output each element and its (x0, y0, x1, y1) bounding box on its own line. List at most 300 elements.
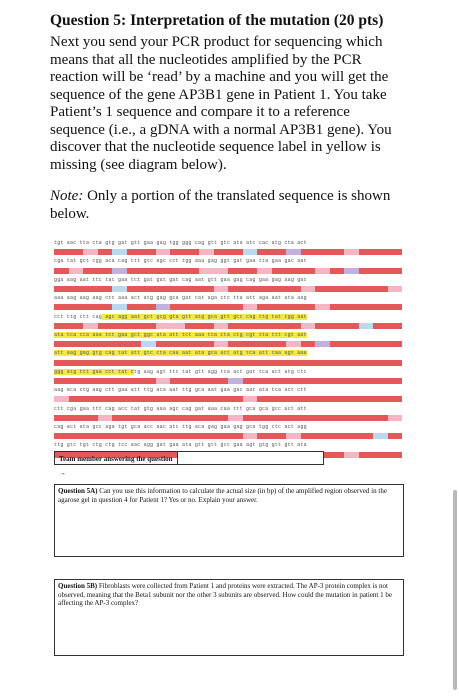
question-5a-text: Can you use this information to calculate the actual size (in bp) of the amplified region observed in the agarose gel in question 4 for Patient 1? Yes or no. Explain your answer. (58, 487, 387, 504)
amino-acid-cell (243, 286, 258, 292)
amino-acid-cell (359, 433, 374, 439)
amino-acid-cell (214, 304, 229, 310)
amino-acid-cell (54, 396, 69, 402)
amino-acid-cell (98, 304, 113, 310)
amino-acid-cell (54, 341, 69, 347)
amino-acid-cell (141, 433, 156, 439)
question-5b-heading: Question 5B) (58, 582, 98, 590)
amino-acid-cell (170, 415, 185, 421)
amino-acid-cell (199, 360, 214, 366)
amino-acid-cell (243, 249, 258, 255)
amino-acid-cell (301, 249, 316, 255)
amino-acid-cell (127, 286, 142, 292)
amino-acid-cell (257, 378, 272, 384)
amino-acid-cell (127, 268, 142, 274)
sequence-diagram (54, 240, 404, 449)
nucleotide-row (54, 442, 307, 448)
amino-acid-cell (141, 323, 156, 329)
amino-acid-cell (170, 304, 185, 310)
amino-acid-cell (388, 433, 403, 439)
amino-acid-cell (112, 378, 127, 384)
amino-acid-cell (199, 304, 214, 310)
amino-acid-cell (185, 433, 200, 439)
team-member-input[interactable] (178, 451, 324, 465)
amino-acid-cell (344, 286, 359, 292)
question-5b-box[interactable] (54, 579, 404, 656)
amino-acid-cell (156, 415, 171, 421)
amino-acid-cell (170, 396, 185, 402)
amino-acid-cell (214, 433, 229, 439)
amino-acid-row (54, 360, 402, 366)
amino-acid-cell (315, 323, 330, 329)
amino-acid-cell (301, 360, 316, 366)
amino-acid-cell (257, 433, 272, 439)
amino-acid-cell (112, 323, 127, 329)
amino-acid-cell (127, 415, 142, 421)
nucleotide-text: cga tat gct cgg aca cag ttt gtc agc cct tgg aaa gag ggt gat gaa tta gaa gac aat (54, 258, 307, 265)
amino-acid-cell (373, 415, 388, 421)
amino-acid-row (54, 286, 402, 292)
amino-acid-cell (69, 323, 84, 329)
amino-acid-row (54, 304, 402, 310)
amino-acid-cell (170, 378, 185, 384)
amino-acid-cell (228, 378, 243, 384)
amino-acid-cell (272, 396, 287, 402)
amino-acid-cell (272, 415, 287, 421)
nucleotide-text: cct ttg ctt cag agc agg aat gct gcg gta gtt atg gca gtt gcc cag ttg tat tgg aat (54, 313, 307, 320)
amino-acid-cell (257, 415, 272, 421)
amino-acid-cell (388, 360, 403, 366)
amino-acid-cell (98, 268, 113, 274)
amino-acid-cell (54, 268, 69, 274)
nucleotide-text: aag aca ctg aag ctt gaa att ttg aca aat ttg gca aat gaa gac aat ata tca act ctt (54, 387, 307, 394)
amino-acid-cell (243, 304, 258, 310)
amino-acid-cell (228, 286, 243, 292)
missing-sequence-highlight: att aag gag gtg cag tat att gtc cta caa aat ata gca act atg tca att caa agt aaa (54, 350, 307, 357)
amino-acid-cell (83, 304, 98, 310)
amino-acid-cell (54, 286, 69, 292)
amino-acid-cell (54, 249, 69, 255)
amino-acid-cell (54, 378, 69, 384)
amino-acid-cell (373, 396, 388, 402)
amino-acid-cell (83, 396, 98, 402)
amino-acid-cell (69, 378, 84, 384)
amino-acid-cell (228, 415, 243, 421)
amino-acid-cell (330, 378, 345, 384)
amino-acid-cell (315, 415, 330, 421)
amino-acid-cell (98, 396, 113, 402)
answer-row (54, 451, 324, 477)
amino-acid-cell (156, 360, 171, 366)
amino-acid-cell (199, 286, 214, 292)
amino-acid-cell (156, 268, 171, 274)
amino-acid-cell (330, 286, 345, 292)
question-5b-text: Fibroblasts were collected from Patient 1 and proteins were extracted. The AP-3 protein complex is not observed, meaning that the Beta1 subunit nor the other 3 subunits are observed. How could the mutation in patient 1 be affecting the AP-3 complex? (58, 582, 392, 607)
nucleotide-row (54, 332, 307, 338)
note-label: Note: (50, 188, 84, 204)
amino-acid-cell (141, 415, 156, 421)
amino-acid-cell (359, 415, 374, 421)
amino-acid-cell (127, 378, 142, 384)
amino-acid-row (54, 396, 402, 402)
amino-acid-cell (315, 268, 330, 274)
amino-acid-cell (98, 360, 113, 366)
amino-acid-cell (344, 323, 359, 329)
amino-acid-cell (54, 360, 69, 366)
amino-acid-cell (98, 341, 113, 347)
amino-acid-cell (344, 360, 359, 366)
amino-acid-cell (286, 268, 301, 274)
nucleotide-text: ctt cga gaa ttt cag acc tat gtg aaa agc cag gat aaa caa ttt gca gca gcc act att (54, 405, 307, 412)
amino-acid-cell (214, 341, 229, 347)
amino-acid-cell (112, 360, 127, 366)
amino-acid-cell (272, 286, 287, 292)
amino-acid-cell (315, 341, 330, 347)
amino-acid-cell (330, 304, 345, 310)
amino-acid-cell (54, 323, 69, 329)
amino-acid-row (54, 378, 402, 384)
amino-acid-cell (388, 268, 403, 274)
amino-acid-cell (359, 396, 374, 402)
nucleotide-text: ggg atg ttt gaa cct tat ctg aag agt ttc tat gtt agg tca act gat tca act atg ctc (54, 368, 307, 375)
amino-acid-cell (373, 304, 388, 310)
amino-acid-cell (185, 396, 200, 402)
amino-acid-cell (69, 249, 84, 255)
vertical-scrollbar[interactable] (453, 490, 457, 690)
amino-acid-cell (214, 323, 229, 329)
amino-acid-cell (214, 360, 229, 366)
amino-acid-cell (214, 415, 229, 421)
amino-acid-cell (112, 268, 127, 274)
amino-acid-cell (286, 360, 301, 366)
amino-acid-cell (359, 360, 374, 366)
nucleotide-text (54, 350, 307, 356)
amino-acid-cell (286, 323, 301, 329)
amino-acid-cell (214, 396, 229, 402)
amino-acid-cell (83, 268, 98, 274)
amino-acid-cell (170, 286, 185, 292)
question-5a-box[interactable] (54, 484, 404, 557)
amino-acid-cell (315, 433, 330, 439)
amino-acid-cell (243, 268, 258, 274)
amino-acid-cell (301, 378, 316, 384)
amino-acid-row (54, 249, 402, 255)
nucleotide-row (54, 240, 307, 246)
question-block (50, 12, 408, 223)
amino-acid-cell (286, 378, 301, 384)
amino-acid-cell (330, 249, 345, 255)
amino-acid-cell (185, 249, 200, 255)
amino-acid-cell (243, 378, 258, 384)
amino-acid-cell (228, 360, 243, 366)
amino-acid-cell (388, 378, 403, 384)
amino-acid-cell (141, 249, 156, 255)
nucleotide-row (54, 258, 307, 264)
amino-acid-cell (257, 286, 272, 292)
amino-acid-cell (301, 304, 316, 310)
amino-acid-cell (228, 268, 243, 274)
amino-acid-cell (257, 268, 272, 274)
missing-sequence-highlight: agc agg aat gct gcg gta gtt atg gca gtt gcc cag ttg tat tgg aat (102, 313, 307, 320)
amino-acid-cell (301, 286, 316, 292)
amino-acid-cell (141, 360, 156, 366)
nucleotide-text: cag act ata gcc aga tgt gca acc aac atc ttg aca gag gaa gag gca tgg ctc act agg (54, 424, 307, 430)
amino-acid-cell (54, 304, 69, 310)
amino-acid-cell (141, 396, 156, 402)
amino-acid-row (54, 268, 402, 274)
amino-acid-cell (199, 323, 214, 329)
amino-acid-cell (286, 341, 301, 347)
amino-acid-cell (69, 304, 84, 310)
amino-acid-cell (170, 323, 185, 329)
missing-sequence-highlight: ggg atg ttt gaa cct tat c (54, 368, 135, 375)
amino-acid-cell (228, 304, 243, 310)
amino-acid-cell (228, 341, 243, 347)
amino-acid-cell (315, 249, 330, 255)
amino-acid-row (54, 341, 402, 347)
amino-acid-cell (272, 268, 287, 274)
amino-acid-cell (170, 360, 185, 366)
amino-acid-cell (344, 304, 359, 310)
amino-acid-cell (301, 415, 316, 421)
amino-acid-cell (286, 396, 301, 402)
amino-acid-cell (388, 286, 403, 292)
amino-acid-cell (214, 249, 229, 255)
amino-acid-cell (69, 268, 84, 274)
amino-acid-cell (315, 304, 330, 310)
amino-acid-cell (243, 433, 258, 439)
amino-acid-cell (388, 396, 403, 402)
amino-acid-cell (112, 396, 127, 402)
amino-acid-cell (257, 323, 272, 329)
amino-acid-cell (54, 433, 69, 439)
amino-acid-cell (257, 360, 272, 366)
amino-acid-cell (141, 341, 156, 347)
nucleotide-row (54, 295, 307, 301)
missing-sequence-highlight: ata tca cca aaa tct gaa gct ggc ata att tct aaa tca cta ctg cgt tta ttt cgt aat (54, 332, 307, 338)
amino-acid-cell (373, 360, 388, 366)
amino-acid-cell (156, 396, 171, 402)
amino-acid-cell (301, 323, 316, 329)
amino-acid-cell (185, 323, 200, 329)
amino-acid-cell (112, 249, 127, 255)
amino-acid-cell (83, 323, 98, 329)
amino-acid-cell (272, 433, 287, 439)
amino-acid-cell (272, 323, 287, 329)
amino-acid-cell (127, 433, 142, 439)
amino-acid-cell (199, 249, 214, 255)
nucleotide-text: ttg gtc tgt ctg ctg tcc aac agg gat gaa ata gtt gtt gcc gaa agt gtg gtt gtt ata (54, 442, 307, 449)
question-body: Next you send your PCR product for sequencing which means that all the nucleotides amplified by the PCR reaction will be ‘read’ by a machine and you will get the sequence of the gene AP3B1 gene in Patient 1. You take Patient’s 1 sequence and compare it to a reference sequence (i.e., a gDNA with a normal AP3B1 gene). You discover that the nucleotide sequence label in yellow is missing (see diagram below). (50, 34, 392, 173)
note-text: Only a portion of the translated sequence is shown below. (50, 188, 391, 222)
amino-acid-cell (315, 378, 330, 384)
amino-acid-cell (141, 304, 156, 310)
amino-acid-cell (272, 341, 287, 347)
amino-acid-cell (83, 378, 98, 384)
amino-acid-cell (112, 415, 127, 421)
amino-acid-cell (156, 433, 171, 439)
amino-acid-cell (272, 360, 287, 366)
amino-acid-cell (373, 452, 388, 458)
nucleotide-text: tgt aac tta cta gtg gat gtt gaa gag tgg ggg cag gtt gtc ata atc cac atg cta act (54, 240, 307, 246)
amino-acid-cell (127, 249, 142, 255)
amino-acid-cell (83, 286, 98, 292)
amino-acid-cell (199, 433, 214, 439)
amino-acid-cell (69, 360, 84, 366)
amino-acid-cell (185, 341, 200, 347)
amino-acid-cell (330, 360, 345, 366)
amino-acid-cell (315, 396, 330, 402)
amino-acid-cell (199, 396, 214, 402)
amino-acid-cell (185, 378, 200, 384)
amino-acid-cell (388, 452, 403, 458)
amino-acid-cell (301, 268, 316, 274)
amino-acid-cell (185, 268, 200, 274)
amino-acid-cell (199, 268, 214, 274)
answer-label: Team member answering the question → (54, 451, 178, 465)
nucleotide-row (54, 314, 307, 320)
nucleotide-row (54, 424, 307, 430)
amino-acid-cell (359, 323, 374, 329)
amino-acid-cell (344, 415, 359, 421)
amino-acid-cell (156, 341, 171, 347)
amino-acid-cell (112, 433, 127, 439)
amino-acid-cell (228, 249, 243, 255)
amino-acid-cell (83, 249, 98, 255)
amino-acid-row (54, 433, 402, 439)
amino-acid-cell (127, 341, 142, 347)
amino-acid-cell (199, 341, 214, 347)
amino-acid-cell (243, 341, 258, 347)
amino-acid-cell (83, 433, 98, 439)
amino-acid-cell (156, 286, 171, 292)
amino-acid-cell (315, 360, 330, 366)
amino-acid-cell (141, 286, 156, 292)
amino-acid-cell (388, 323, 403, 329)
amino-acid-cell (330, 452, 345, 458)
nucleotide-row (54, 406, 307, 412)
nucleotide-row (54, 387, 307, 393)
amino-acid-cell (83, 341, 98, 347)
amino-acid-cell (373, 268, 388, 274)
amino-acid-cell (214, 268, 229, 274)
amino-acid-cell (315, 286, 330, 292)
amino-acid-row (54, 323, 402, 329)
amino-acid-cell (257, 396, 272, 402)
amino-acid-row (54, 415, 402, 421)
amino-acid-cell (388, 415, 403, 421)
amino-acid-cell (388, 304, 403, 310)
amino-acid-cell (272, 304, 287, 310)
amino-acid-cell (373, 433, 388, 439)
amino-acid-cell (69, 396, 84, 402)
amino-acid-cell (54, 415, 69, 421)
amino-acid-cell (286, 415, 301, 421)
amino-acid-cell (359, 268, 374, 274)
amino-acid-cell (170, 249, 185, 255)
amino-acid-cell (170, 433, 185, 439)
amino-acid-cell (83, 415, 98, 421)
amino-acid-cell (69, 415, 84, 421)
amino-acid-cell (156, 323, 171, 329)
amino-acid-cell (330, 323, 345, 329)
amino-acid-cell (83, 360, 98, 366)
amino-acid-cell (257, 249, 272, 255)
amino-acid-cell (344, 249, 359, 255)
amino-acid-cell (373, 378, 388, 384)
amino-acid-cell (359, 378, 374, 384)
amino-acid-cell (359, 249, 374, 255)
amino-acid-cell (69, 341, 84, 347)
amino-acid-cell (185, 286, 200, 292)
note-paragraph (50, 188, 408, 223)
amino-acid-cell (301, 433, 316, 439)
amino-acid-cell (330, 433, 345, 439)
amino-acid-cell (127, 396, 142, 402)
amino-acid-cell (127, 360, 142, 366)
amino-acid-cell (257, 341, 272, 347)
amino-acid-cell (344, 378, 359, 384)
amino-acid-cell (359, 452, 374, 458)
amino-acid-cell (228, 323, 243, 329)
nucleotide-text: aaa aag aag aag ctc aaa act atg gag gca gat cat aga ctc tta att aga aat ata aag (54, 295, 307, 302)
amino-acid-cell (286, 433, 301, 439)
amino-acid-cell (185, 304, 200, 310)
amino-acid-cell (199, 415, 214, 421)
amino-acid-cell (156, 378, 171, 384)
nucleotide-text: gga aag aat ttc tac gaa tct gat gat gat cag aat gtt gaa gag cag gaa gag aag gac (54, 276, 307, 283)
amino-acid-cell (127, 304, 142, 310)
amino-acid-cell (214, 378, 229, 384)
amino-acid-cell (98, 433, 113, 439)
nucleotide-text (54, 332, 307, 338)
amino-acid-cell (69, 286, 84, 292)
amino-acid-cell (112, 304, 127, 310)
amino-acid-cell (344, 341, 359, 347)
amino-acid-cell (98, 378, 113, 384)
amino-acid-cell (170, 268, 185, 274)
amino-acid-cell (98, 286, 113, 292)
amino-acid-cell (228, 396, 243, 402)
amino-acid-cell (373, 249, 388, 255)
amino-acid-cell (373, 323, 388, 329)
amino-acid-cell (98, 249, 113, 255)
amino-acid-cell (286, 304, 301, 310)
amino-acid-cell (243, 360, 258, 366)
amino-acid-cell (286, 286, 301, 292)
question-5a-heading: Question 5A) (58, 487, 98, 495)
amino-acid-cell (359, 286, 374, 292)
amino-acid-cell (373, 341, 388, 347)
amino-acid-cell (141, 378, 156, 384)
amino-acid-cell (98, 323, 113, 329)
nucleotide-row (54, 350, 307, 356)
amino-acid-cell (359, 304, 374, 310)
amino-acid-cell (141, 268, 156, 274)
amino-acid-cell (69, 433, 84, 439)
amino-acid-cell (112, 341, 127, 347)
amino-acid-cell (185, 360, 200, 366)
amino-acid-cell (214, 286, 229, 292)
amino-acid-cell (243, 396, 258, 402)
amino-acid-cell (388, 249, 403, 255)
amino-acid-cell (301, 396, 316, 402)
amino-acid-cell (272, 249, 287, 255)
amino-acid-cell (330, 396, 345, 402)
amino-acid-cell (330, 415, 345, 421)
amino-acid-cell (359, 341, 374, 347)
amino-acid-cell (272, 378, 287, 384)
